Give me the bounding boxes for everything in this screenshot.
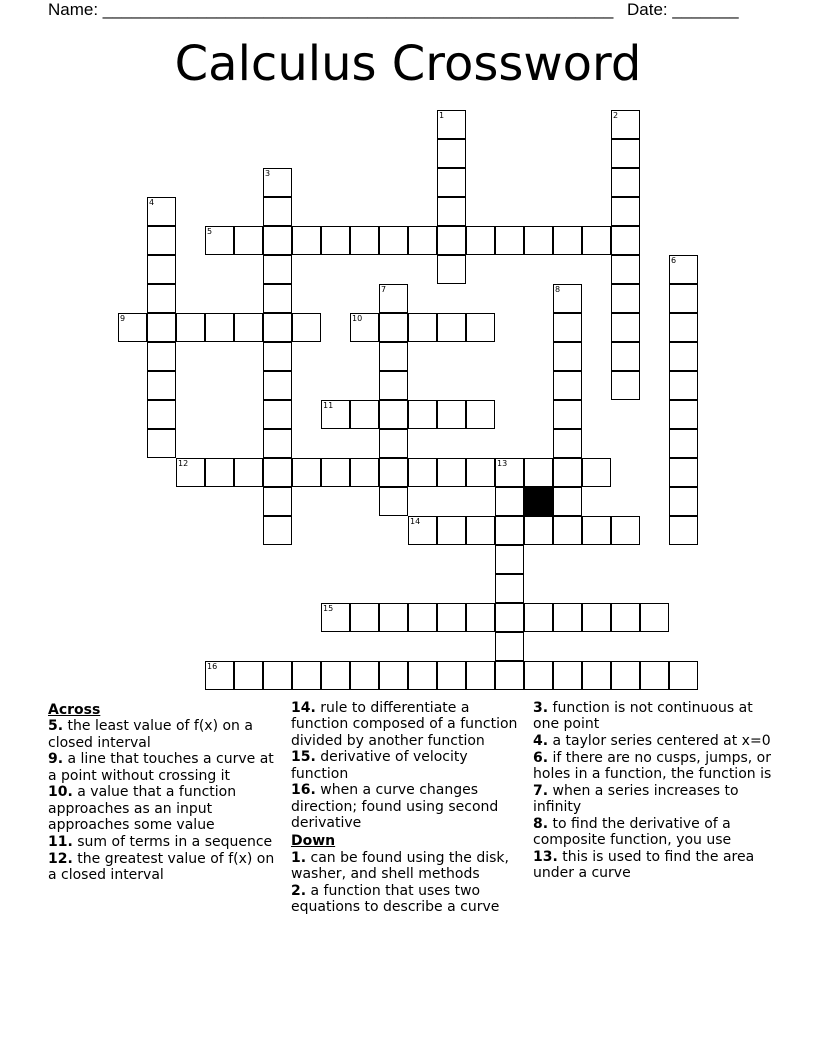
- crossword-cell[interactable]: [379, 603, 408, 632]
- crossword-cell[interactable]: [263, 429, 292, 458]
- crossword-cell[interactable]: [437, 313, 466, 342]
- crossword-cell[interactable]: [582, 226, 611, 255]
- crossword-cell[interactable]: [176, 313, 205, 342]
- crossword-cell[interactable]: [611, 197, 640, 226]
- crossword-cell[interactable]: [205, 313, 234, 342]
- crossword-cell[interactable]: [292, 458, 321, 487]
- clue-across-10: [48, 784, 284, 833]
- clue-number: 16.: [291, 782, 316, 799]
- crossword-cell[interactable]: [495, 226, 524, 255]
- crossword-cell[interactable]: [263, 197, 292, 226]
- clue-number: 7: [381, 285, 387, 294]
- crossword-cell[interactable]: [669, 284, 698, 313]
- crossword-cell[interactable]: [466, 226, 495, 255]
- crossword-cell[interactable]: [669, 516, 698, 545]
- crossword-cell[interactable]: [553, 603, 582, 632]
- crossword-cell[interactable]: [205, 661, 234, 690]
- crossword-cell[interactable]: [553, 371, 582, 400]
- crossword-cell[interactable]: [147, 255, 176, 284]
- crossword-cell[interactable]: [669, 313, 698, 342]
- crossword-cell[interactable]: [466, 458, 495, 487]
- crossword-cell[interactable]: [553, 284, 582, 313]
- crossword-cell[interactable]: [437, 168, 466, 197]
- crossword-cell[interactable]: [553, 458, 582, 487]
- clue-text: rule to differentiate a function composed of a function divided by another function: [291, 700, 518, 749]
- crossword-cell[interactable]: [611, 603, 640, 632]
- crossword-cell[interactable]: [466, 603, 495, 632]
- clue-number: 2.: [291, 882, 307, 899]
- clue-number: 11.: [48, 833, 73, 850]
- clue-number: 14: [410, 517, 421, 526]
- crossword-cell[interactable]: [263, 284, 292, 313]
- crossword-cell[interactable]: [611, 342, 640, 371]
- crossword-cell[interactable]: [263, 255, 292, 284]
- clue-text: can be found using the disk, washer, and shell methods: [291, 849, 509, 882]
- crossword-cell[interactable]: [669, 342, 698, 371]
- crossword-cell[interactable]: [379, 342, 408, 371]
- crossword-cell[interactable]: [611, 661, 640, 690]
- crossword-cell[interactable]: [669, 661, 698, 690]
- black-square: [524, 487, 553, 516]
- crossword-cell[interactable]: [292, 226, 321, 255]
- crossword-cell[interactable]: [553, 400, 582, 429]
- clue-down-3: [533, 700, 773, 733]
- crossword-cell[interactable]: [524, 603, 553, 632]
- crossword-cell[interactable]: [147, 226, 176, 255]
- crossword-cell[interactable]: [553, 226, 582, 255]
- crossword-cell[interactable]: [379, 226, 408, 255]
- clue-text: sum of terms in a sequence: [77, 833, 273, 850]
- crossword-cell[interactable]: [147, 197, 176, 226]
- clue-text: when a curve changes direction; found using second derivative: [291, 782, 499, 832]
- crossword-cell[interactable]: [611, 139, 640, 168]
- crossword-cell[interactable]: [408, 458, 437, 487]
- clue-across-5: [48, 718, 284, 751]
- crossword-cell[interactable]: [321, 603, 350, 632]
- crossword-cell[interactable]: [495, 632, 524, 661]
- crossword-cell[interactable]: [611, 516, 640, 545]
- clue-down-4: [533, 733, 773, 749]
- clue-number: 12.: [48, 850, 73, 867]
- clue-text: a line that touches a curve at a point without crossing it: [48, 751, 274, 784]
- crossword-cell[interactable]: [553, 661, 582, 690]
- clue-across-12: [48, 851, 284, 884]
- clue-number: 1.: [291, 849, 307, 866]
- crossword-cell[interactable]: [669, 487, 698, 516]
- crossword-cell[interactable]: [408, 313, 437, 342]
- clue-number: 9.: [48, 751, 64, 768]
- crossword-cell[interactable]: [437, 661, 466, 690]
- crossword-cell[interactable]: [350, 313, 379, 342]
- clue-number: 11: [323, 401, 334, 410]
- crossword-cell[interactable]: [205, 226, 234, 255]
- crossword-cell[interactable]: [495, 545, 524, 574]
- crossword-cell[interactable]: [553, 313, 582, 342]
- crossword-cell[interactable]: [263, 226, 292, 255]
- crossword-cell[interactable]: [437, 516, 466, 545]
- crossword-cell[interactable]: [147, 313, 176, 342]
- clue-number: 8.: [533, 816, 549, 833]
- crossword-cell[interactable]: [640, 603, 669, 632]
- crossword-cell[interactable]: [263, 661, 292, 690]
- crossword-cell[interactable]: [611, 226, 640, 255]
- clues-column-3: [533, 700, 773, 882]
- clue-number: 15.: [291, 749, 316, 766]
- clue-number: 3.: [533, 700, 549, 716]
- clue-text: the least value of f(x) on a closed interval: [48, 718, 253, 751]
- crossword-cell[interactable]: [640, 661, 669, 690]
- crossword-cell[interactable]: [466, 313, 495, 342]
- clue-down-6: [533, 750, 773, 783]
- crossword-cell[interactable]: [379, 487, 408, 516]
- page-title: Calculus Crossword: [174, 36, 642, 92]
- crossword-cell[interactable]: [466, 400, 495, 429]
- crossword-cell[interactable]: [379, 400, 408, 429]
- clue-across-11: [48, 834, 284, 850]
- clue-text: this is used to find the area under a curve: [533, 849, 755, 882]
- clue-down-8: [533, 816, 773, 849]
- crossword-cell[interactable]: [379, 661, 408, 690]
- clue-text: a function that uses two equations to describe a curve: [291, 882, 500, 916]
- crossword-cell[interactable]: [582, 458, 611, 487]
- crossword-cell[interactable]: [524, 661, 553, 690]
- clue-text: derivative of velocity function: [291, 749, 468, 782]
- crossword-cell[interactable]: [495, 516, 524, 545]
- crossword-cell[interactable]: [466, 661, 495, 690]
- clue-number: 4: [149, 198, 155, 207]
- crossword-cell[interactable]: [205, 458, 234, 487]
- clue-text: if there are no cusps, jumps, or holes in a function, the function is: [533, 749, 772, 783]
- crossword-cell[interactable]: [292, 313, 321, 342]
- crossword-cell[interactable]: [437, 139, 466, 168]
- crossword-cell[interactable]: [321, 458, 350, 487]
- crossword-cell[interactable]: [669, 400, 698, 429]
- crossword-cell[interactable]: [669, 429, 698, 458]
- crossword-cell[interactable]: [408, 603, 437, 632]
- clue-across-15: [291, 749, 529, 782]
- crossword-cell[interactable]: [611, 255, 640, 284]
- across-heading: Across: [48, 702, 101, 718]
- crossword-cell[interactable]: [437, 603, 466, 632]
- crossword-cell[interactable]: [408, 661, 437, 690]
- crossword-cell[interactable]: [669, 371, 698, 400]
- crossword-cell[interactable]: [263, 342, 292, 371]
- clue-across-9: [48, 751, 284, 784]
- clues-column-2: [291, 700, 529, 916]
- clue-number: 5: [207, 227, 213, 236]
- crossword-cell[interactable]: [611, 371, 640, 400]
- crossword-cell[interactable]: [292, 661, 321, 690]
- crossword-cell[interactable]: [524, 226, 553, 255]
- clue-number: 6: [671, 256, 677, 265]
- crossword-cell[interactable]: [234, 458, 263, 487]
- crossword-cell[interactable]: [321, 226, 350, 255]
- crossword-cell[interactable]: [524, 458, 553, 487]
- crossword-cell[interactable]: [611, 110, 640, 139]
- clue-number: 10: [352, 314, 363, 323]
- crossword-cell[interactable]: [495, 603, 524, 632]
- crossword-cell[interactable]: [553, 516, 582, 545]
- crossword-cell[interactable]: [553, 342, 582, 371]
- clue-number: 7.: [533, 782, 549, 799]
- crossword-cell[interactable]: [669, 255, 698, 284]
- crossword-cell[interactable]: [408, 226, 437, 255]
- crossword-cell[interactable]: [263, 168, 292, 197]
- crossword-cell[interactable]: [234, 661, 263, 690]
- clue-text: function is not continuous at one point: [533, 700, 753, 733]
- crossword-cell[interactable]: [437, 400, 466, 429]
- crossword-cell[interactable]: [379, 284, 408, 313]
- clue-text: a value that a function approaches as an input approaches some value: [48, 784, 237, 834]
- crossword-cell[interactable]: [495, 661, 524, 690]
- clues-column-1: [48, 700, 284, 884]
- clue-down-13: [533, 849, 773, 882]
- clue-down-7: [533, 783, 773, 816]
- crossword-cell[interactable]: [611, 313, 640, 342]
- crossword-cell[interactable]: [437, 226, 466, 255]
- crossword-cell[interactable]: [263, 400, 292, 429]
- crossword-cell[interactable]: [176, 458, 205, 487]
- clue-down-1: [291, 850, 529, 883]
- clue-number: 4.: [533, 733, 549, 750]
- crossword-cell[interactable]: [611, 284, 640, 313]
- clue-text: the greatest value of f(x) on a closed interval: [48, 850, 275, 883]
- crossword-cell[interactable]: [437, 255, 466, 284]
- crossword-cell[interactable]: [553, 429, 582, 458]
- crossword-cell[interactable]: [147, 371, 176, 400]
- clue-number: 16: [207, 662, 218, 671]
- crossword-cell[interactable]: [524, 516, 553, 545]
- crossword-cell[interactable]: [234, 226, 263, 255]
- crossword-cell[interactable]: [582, 661, 611, 690]
- clue-number: 2: [613, 111, 619, 120]
- clue-number: 9: [120, 314, 126, 323]
- crossword-cell[interactable]: [553, 487, 582, 516]
- clue-text: when a series increases to infinity: [533, 782, 739, 816]
- crossword-cell[interactable]: [582, 603, 611, 632]
- crossword-cell[interactable]: [437, 458, 466, 487]
- crossword-cell[interactable]: [350, 603, 379, 632]
- crossword-cell[interactable]: [379, 371, 408, 400]
- crossword-cell[interactable]: [118, 313, 147, 342]
- clue-number: 5.: [48, 718, 64, 735]
- crossword-cell[interactable]: [350, 226, 379, 255]
- crossword-cell[interactable]: [437, 110, 466, 139]
- crossword-cell[interactable]: [495, 487, 524, 516]
- crossword-cell[interactable]: [147, 429, 176, 458]
- crossword-cell[interactable]: [263, 371, 292, 400]
- crossword-cell[interactable]: [147, 342, 176, 371]
- crossword-cell[interactable]: [495, 458, 524, 487]
- clue-number: 1: [439, 111, 445, 120]
- clue-number: 13.: [533, 849, 558, 866]
- crossword-cell[interactable]: [321, 400, 350, 429]
- crossword-cell[interactable]: [147, 400, 176, 429]
- clue-down-2: [291, 883, 529, 916]
- clue-number: 6.: [533, 749, 549, 766]
- date-field[interactable]: Date: _______: [627, 0, 739, 19]
- clue-number: 3: [265, 169, 271, 178]
- clue-across-14: [291, 700, 529, 749]
- crossword-cell[interactable]: [379, 458, 408, 487]
- clue-text: a taylor series centered at x=0: [552, 733, 771, 750]
- crossword-cell[interactable]: [263, 313, 292, 342]
- crossword-cell[interactable]: [263, 458, 292, 487]
- crossword-cell[interactable]: [379, 313, 408, 342]
- crossword-cell[interactable]: [234, 313, 263, 342]
- name-field[interactable]: Name: ______________________________________________________: [48, 0, 614, 19]
- crossword-cell[interactable]: [582, 516, 611, 545]
- clue-across-16: [291, 782, 529, 831]
- crossword-cell[interactable]: [263, 487, 292, 516]
- crossword-cell[interactable]: [147, 284, 176, 313]
- clue-number: 15: [323, 604, 334, 613]
- clue-number: 12: [178, 459, 189, 468]
- clue-number: 8: [555, 285, 561, 294]
- crossword-cell[interactable]: [350, 458, 379, 487]
- crossword-cell[interactable]: [408, 400, 437, 429]
- crossword-cell[interactable]: [437, 197, 466, 226]
- clue-text: to find the derivative of a composite function, you use: [533, 816, 732, 849]
- crossword-cell[interactable]: [611, 168, 640, 197]
- down-heading: Down: [291, 833, 336, 850]
- crossword-cell[interactable]: [321, 661, 350, 690]
- clue-number: 14.: [291, 700, 316, 716]
- crossword-cell[interactable]: [408, 516, 437, 545]
- crossword-cell[interactable]: [379, 429, 408, 458]
- crossword-cell[interactable]: [669, 458, 698, 487]
- clue-number: 13: [497, 459, 508, 468]
- crossword-cell[interactable]: [263, 516, 292, 545]
- crossword-cell[interactable]: [350, 661, 379, 690]
- crossword-cell[interactable]: [350, 400, 379, 429]
- clue-number: 10.: [48, 784, 73, 801]
- crossword-cell[interactable]: [495, 574, 524, 603]
- crossword-cell[interactable]: [466, 516, 495, 545]
